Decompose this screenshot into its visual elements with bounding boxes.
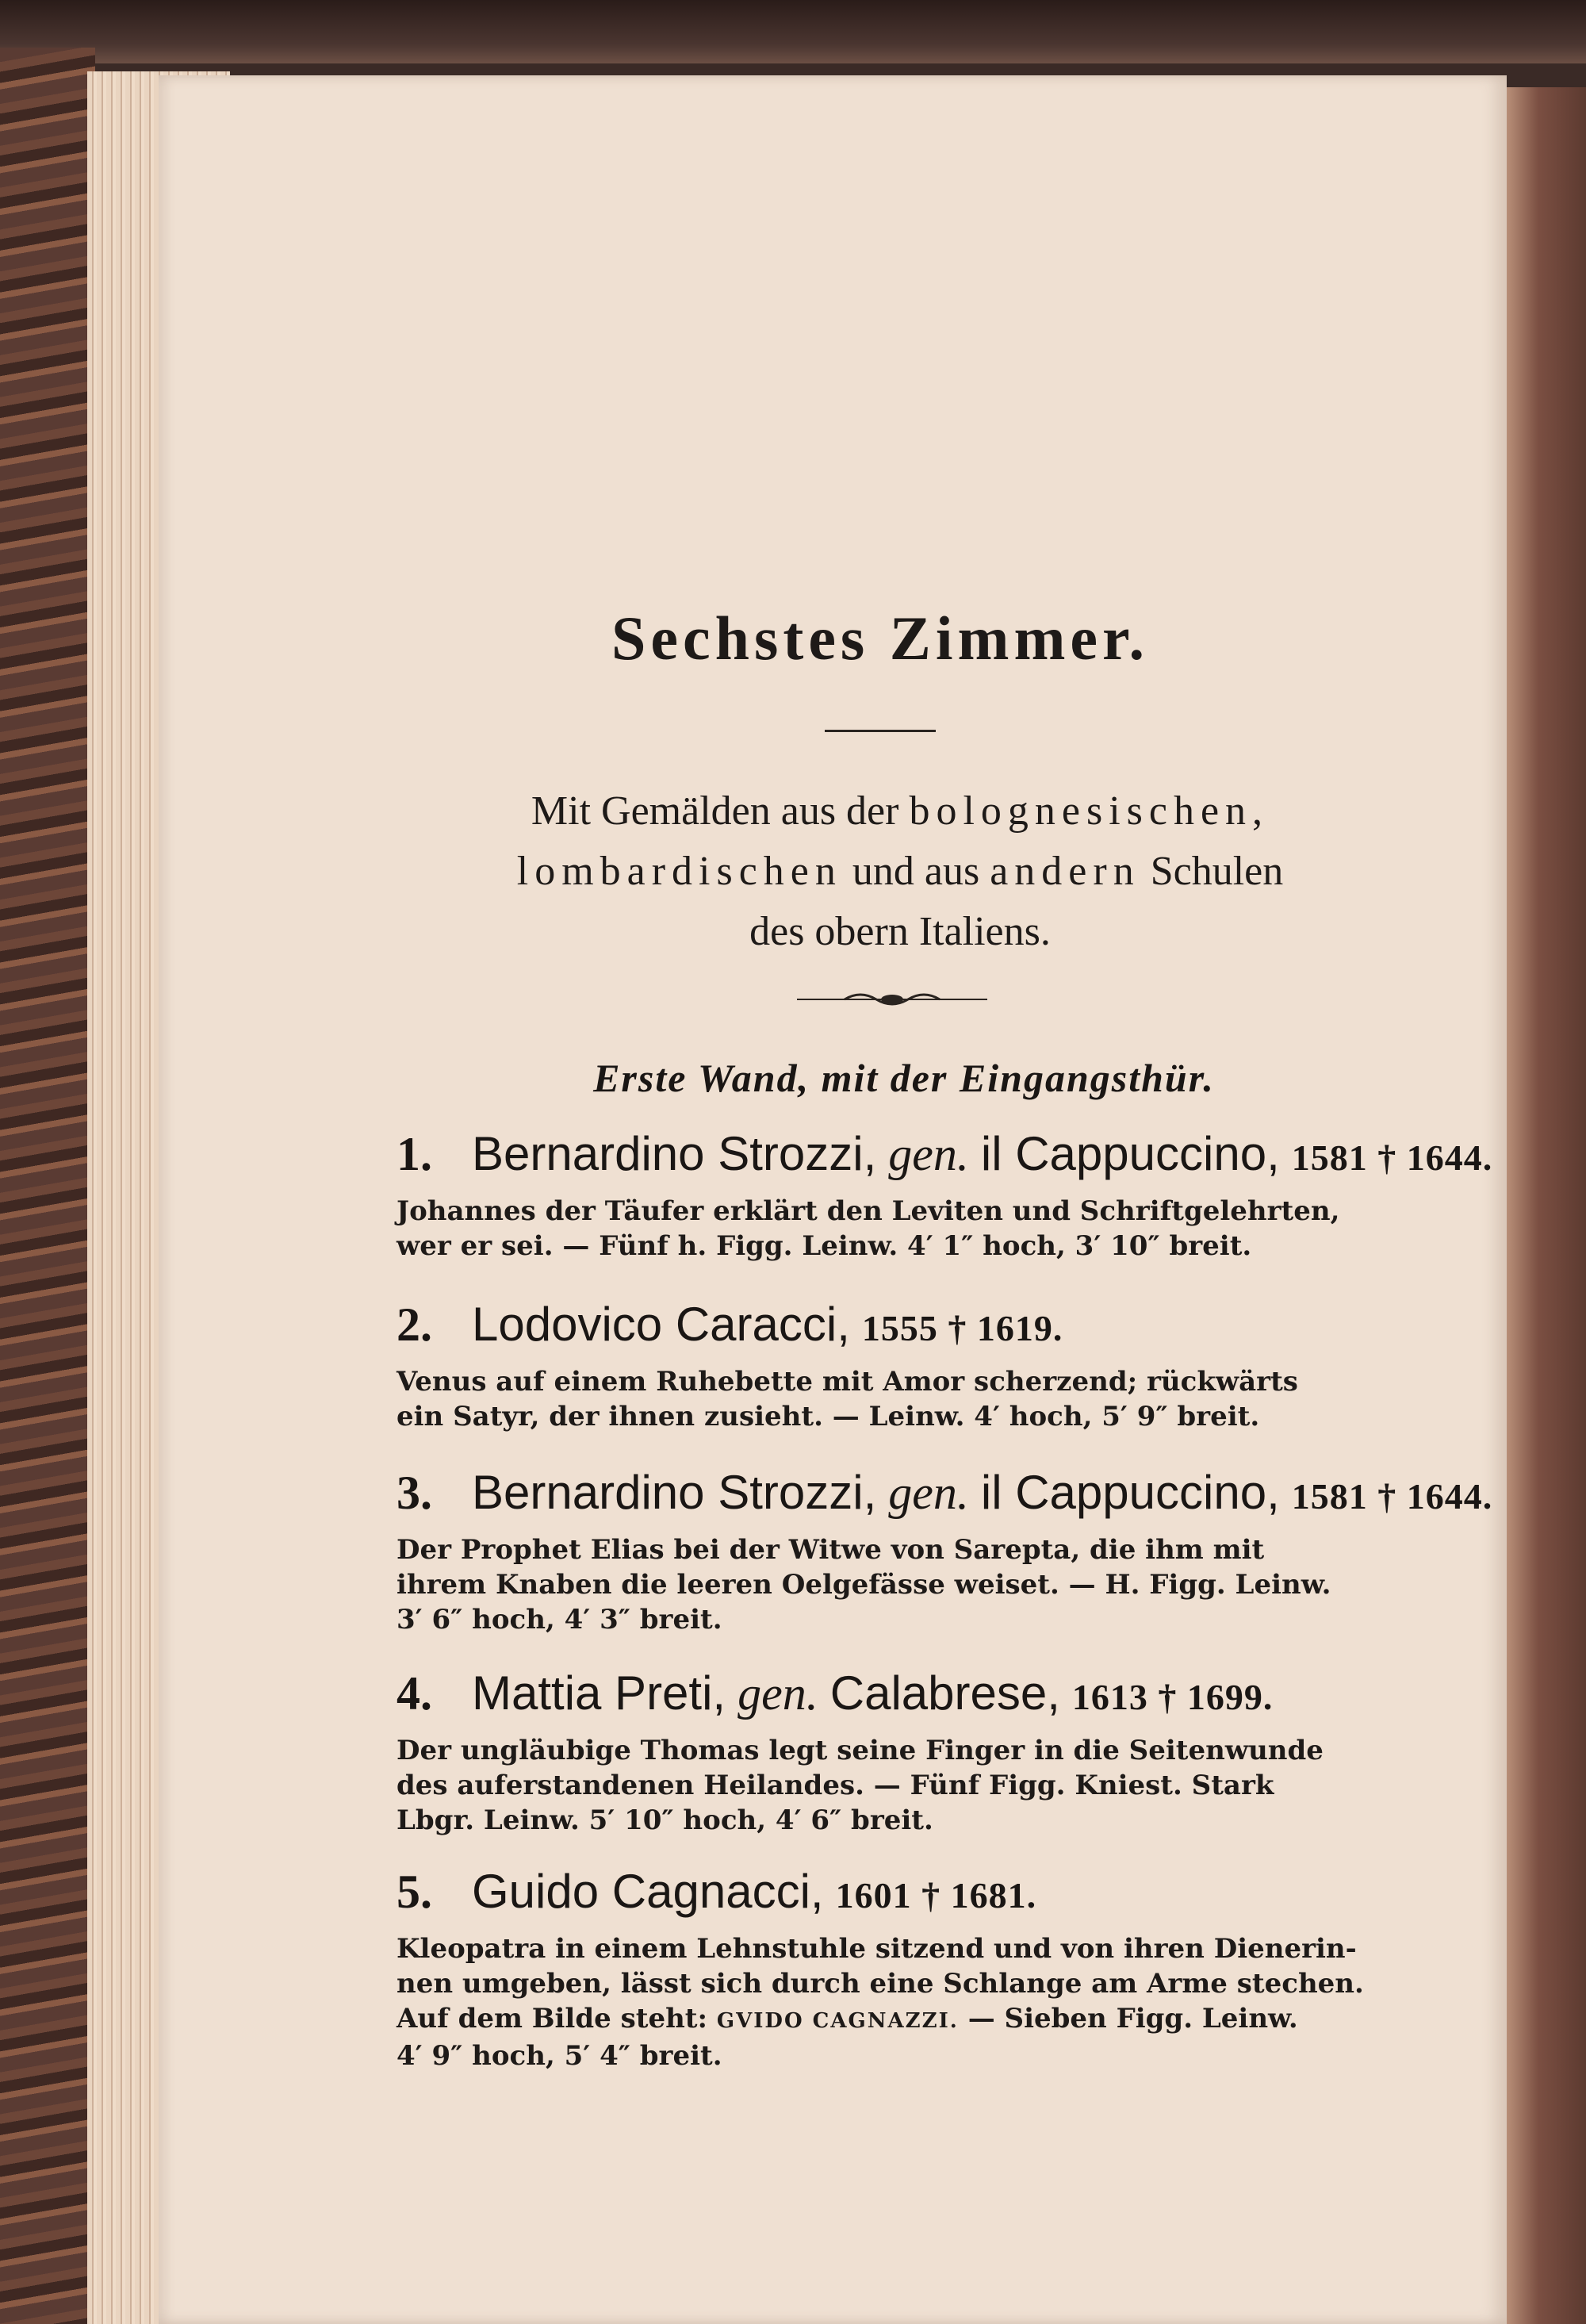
description-line: nen umgeben, lässt sich durch eine Schlange am Arme stechen. (396, 1968, 1364, 2000)
description-line: des auferstandenen Heilandes. — Fünf Figg. Kniest. Stark (396, 1770, 1274, 1801)
description-line: wer er sei. — Fünf h. Figg. Leinw. 4′ 1″ hoch, 3′ 10″ breit. (396, 1230, 1252, 1262)
subtitle-text: und aus (852, 849, 980, 894)
description-line: Kleopatra in einem Lehnstuhle sitzend und von ihren Dienerin- (396, 1933, 1357, 1965)
artist-dates: 1601 † 1681. (835, 1875, 1037, 1916)
subtitle-text: Mit Gemälden aus der (531, 788, 899, 834)
artist-name: Lodovico Caracci, (472, 1298, 850, 1351)
book-cover-left (0, 48, 95, 2324)
description-line (396, 2001, 1419, 2038)
subtitle-line-1 (396, 781, 1404, 842)
artist-name: Bernardino Strozzi, (472, 1127, 877, 1180)
subtitle-line-3: des obern Italiens. (749, 909, 1051, 954)
entry-heading (396, 1666, 1419, 1725)
entry-heading (396, 1297, 1419, 1356)
entry-description (396, 1733, 1419, 1838)
description-line: Der ungläubige Thomas legt seine Finger in die Seitenwunde (396, 1735, 1324, 1766)
entry-number: 3. (396, 1467, 432, 1519)
description-line: 4′ 9″ hoch, 5′ 4″ breit. (396, 2040, 722, 2072)
signature-inscription: GVIDO CAGNAZZI. (716, 2009, 959, 2033)
description-line: ihrem Knaben die leeren Oelgefässe weiset. — H. Figg. Leinw. (396, 1569, 1331, 1601)
artist-name: Guido Cagnacci, (472, 1865, 824, 1918)
description-line: ein Satyr, der ihnen zusieht. — Leinw. 4′ hoch, 5′ 9″ breit. (396, 1401, 1260, 1432)
subtitle-line-2 (396, 842, 1404, 902)
artist-dates: 1581 † 1644. (1291, 1476, 1493, 1517)
entry-number: 1. (396, 1128, 432, 1180)
description-text: — Sieben Figg. Leinw. (967, 2003, 1298, 2034)
artist-alias: il Cappuccino, (980, 1466, 1280, 1519)
catalog-entry-1 (396, 1126, 1493, 1264)
description-line: Venus auf einem Ruhebette mit Amor scherzend; rückwärts (396, 1366, 1298, 1398)
entry-heading (396, 1126, 1493, 1186)
entry-heading (396, 1864, 1419, 1923)
entry-description (396, 1931, 1419, 2073)
catalog-entry-4 (396, 1666, 1419, 1838)
gen-abbrev: gen. (737, 1667, 818, 1720)
description-line: Johannes der Täufer erklärt den Leviten und Schriftgelehrten, (396, 1195, 1340, 1227)
entry-description (396, 1532, 1419, 1637)
book-spine-right (1507, 87, 1586, 2324)
page (159, 75, 1507, 2324)
section-heading: Erste Wand, mit der Eingangsthür. (593, 1056, 1215, 1100)
ornament-divider-icon (797, 988, 987, 1011)
title-rule (825, 730, 936, 732)
subtitle-text: andern (990, 849, 1140, 894)
description-line: Der Prophet Elias bei der Witwe von Sarepta, die ihm mit (396, 1534, 1265, 1566)
entry-number: 4. (396, 1667, 432, 1720)
description-line: Lbgr. Leinw. 5′ 10″ hoch, 4′ 6″ breit. (396, 1804, 933, 1836)
book-cover-top (0, 0, 1586, 63)
chapter-title: Sechstes Zimmer. (611, 604, 1150, 673)
chapter-subtitle (396, 781, 1404, 962)
artist-dates: 1613 † 1699. (1071, 1677, 1274, 1717)
description-text: Auf dem Bilde steht: (396, 2003, 708, 2034)
description-line: 3′ 6″ hoch, 4′ 3″ breit. (396, 1604, 722, 1636)
subtitle-text: Schulen (1150, 849, 1284, 894)
catalog-entry-5 (396, 1864, 1419, 2073)
artist-dates: 1581 † 1644. (1291, 1137, 1493, 1178)
catalog-entry-2 (396, 1297, 1419, 1434)
entry-number: 5. (396, 1866, 432, 1918)
artist-alias: il Cappuccino, (980, 1127, 1280, 1180)
entry-number: 2. (396, 1298, 432, 1351)
artist-name: Bernardino Strozzi, (472, 1466, 877, 1519)
artist-alias: Calabrese, (829, 1666, 1060, 1720)
gen-abbrev: gen. (888, 1128, 969, 1180)
entry-heading (396, 1465, 1493, 1524)
catalog-entry-3 (396, 1465, 1493, 1637)
entry-description (396, 1364, 1419, 1434)
artist-dates: 1555 † 1619. (861, 1308, 1063, 1348)
gen-abbrev: gen. (888, 1467, 969, 1519)
subtitle-text: bolognesischen, (909, 788, 1270, 834)
entry-description (396, 1194, 1419, 1264)
subtitle-text: lombardischen (516, 849, 842, 894)
artist-name: Mattia Preti, (472, 1666, 726, 1720)
